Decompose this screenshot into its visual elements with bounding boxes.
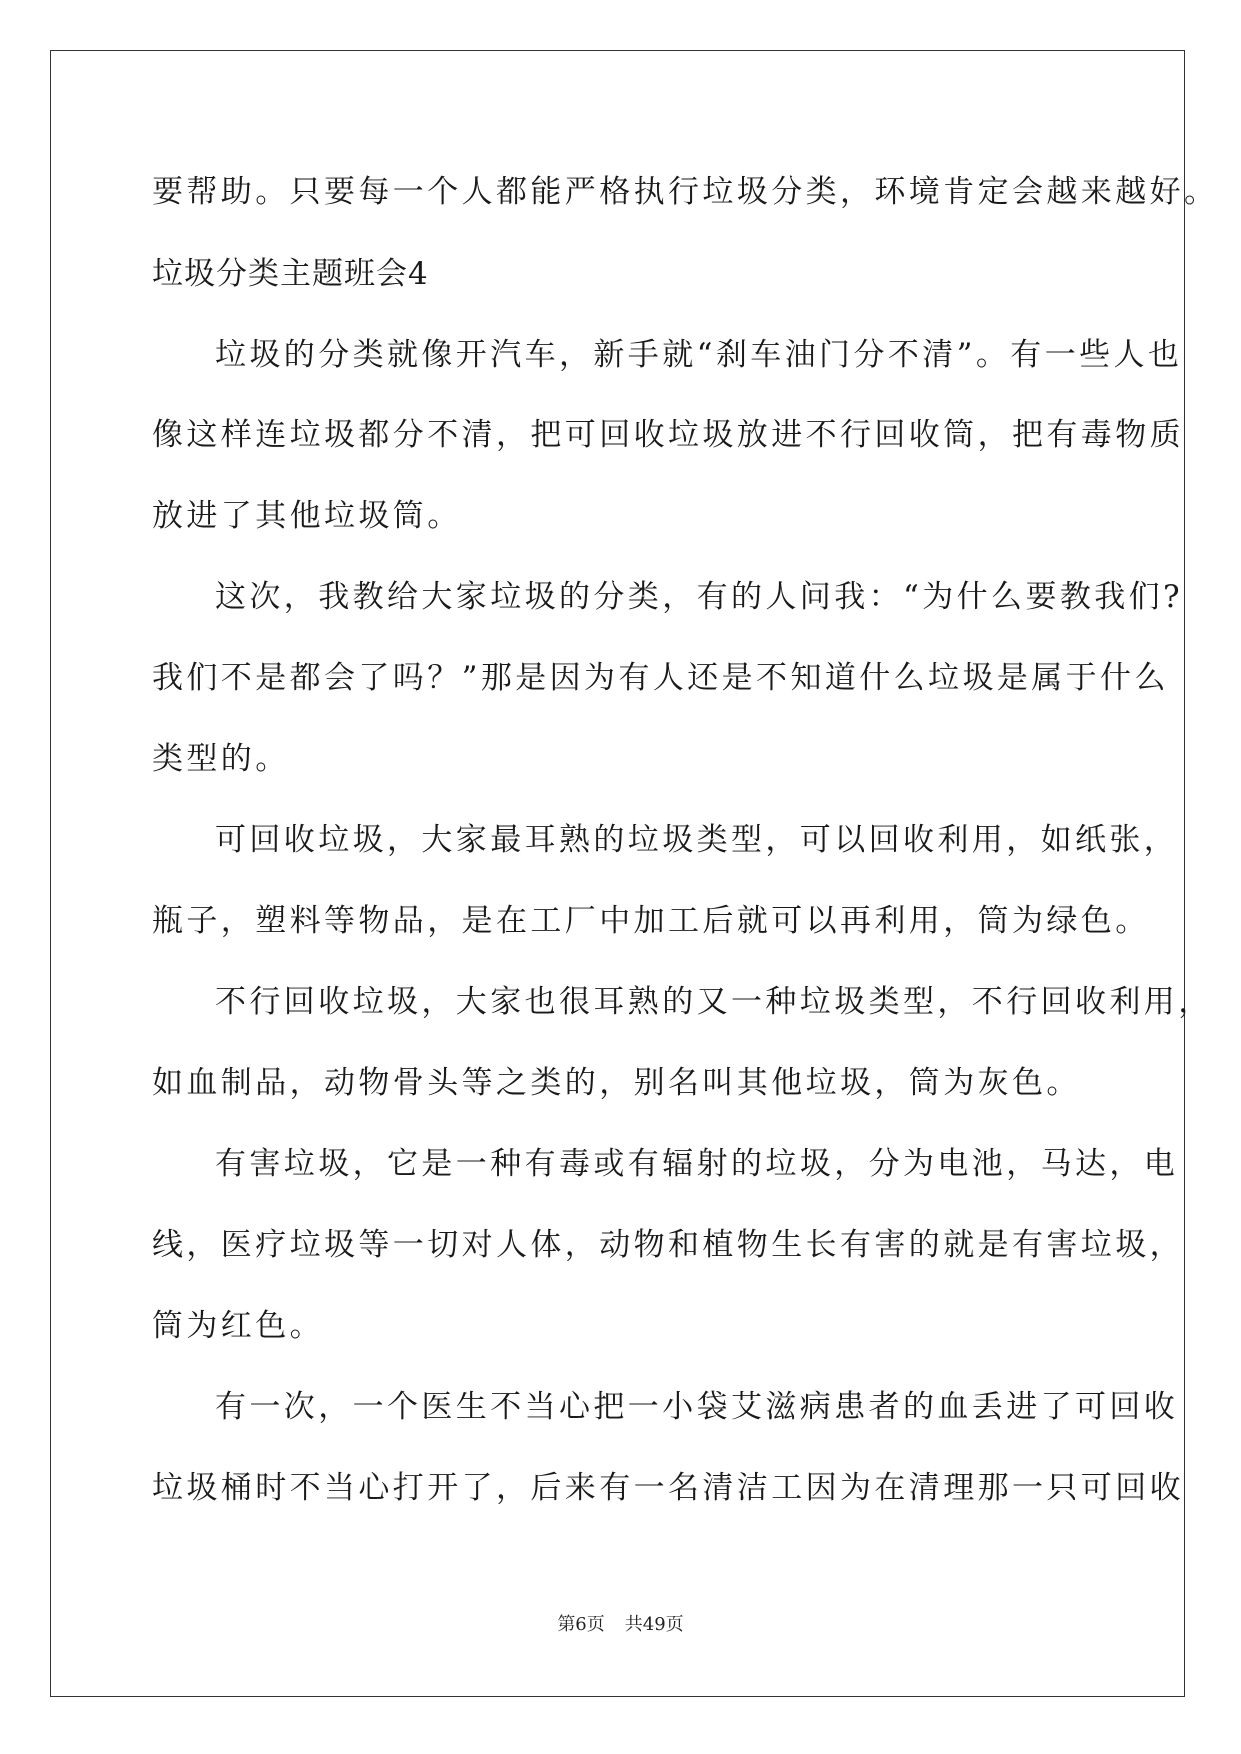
paragraph-first-line: 有一次，一个医生不当心把一小袋艾滋病患者的血丢进了可回收 bbox=[215, 1389, 1179, 1425]
paragraph-first-line: 有害垃圾，它是一种有毒或有辐射的垃圾，分为电池，马达，电 bbox=[215, 1146, 1179, 1182]
section-heading: 垃圾分类主题班会4 bbox=[152, 256, 429, 292]
paragraph-first-line: 垃圾的分类就像开汽车，新手就“刹车油门分不清”。有一些人也 bbox=[215, 337, 1183, 373]
text-line: 瓶子，塑料等物品，是在工厂中加工后就可以再利用，筒为绿色。 bbox=[152, 903, 1150, 939]
text-line: 垃圾桶时不当心打开了，后来有一名清洁工因为在清理那一只可回收 bbox=[152, 1470, 1184, 1506]
text-line: 我们不是都会了吗？”那是因为有人还是不知道什么垃圾是属于什么 bbox=[152, 660, 1169, 696]
text-line: 放进了其他垃圾筒。 bbox=[152, 498, 462, 534]
text-line: 类型的。 bbox=[152, 741, 290, 777]
text-line: 筒为红色。 bbox=[152, 1308, 324, 1344]
text-line: 要帮助。只要每一个人都能严格执行垃圾分类，环境肯定会越来越好。 bbox=[152, 174, 1219, 210]
paragraph-first-line: 可回收垃圾，大家最耳熟的垃圾类型，可以回收利用，如纸张， bbox=[215, 822, 1179, 858]
paragraph-first-line: 这次，我教给大家垃圾的分类，有的人问我：“为什么要教我们? bbox=[215, 579, 1184, 615]
page-border bbox=[50, 50, 1185, 1697]
text-line: 线，医疗垃圾等一切对人体，动物和植物生长有害的就是有害垃圾， bbox=[152, 1227, 1184, 1263]
paragraph-first-line: 不行回收垃圾，大家也很耳熟的又一种垃圾类型，不行回收利用， bbox=[215, 984, 1213, 1020]
page-total: 共49页 bbox=[624, 1614, 684, 1635]
page-footer bbox=[0, 1614, 1241, 1636]
text-line: 如血制品，动物骨头等之类的，别名叫其他垃圾，筒为灰色。 bbox=[152, 1065, 1081, 1101]
page-number: 第6页 bbox=[557, 1614, 605, 1635]
text-line: 像这样连垃圾都分不清，把可回收垃圾放进不行回收筒，把有毒物质 bbox=[152, 417, 1184, 453]
